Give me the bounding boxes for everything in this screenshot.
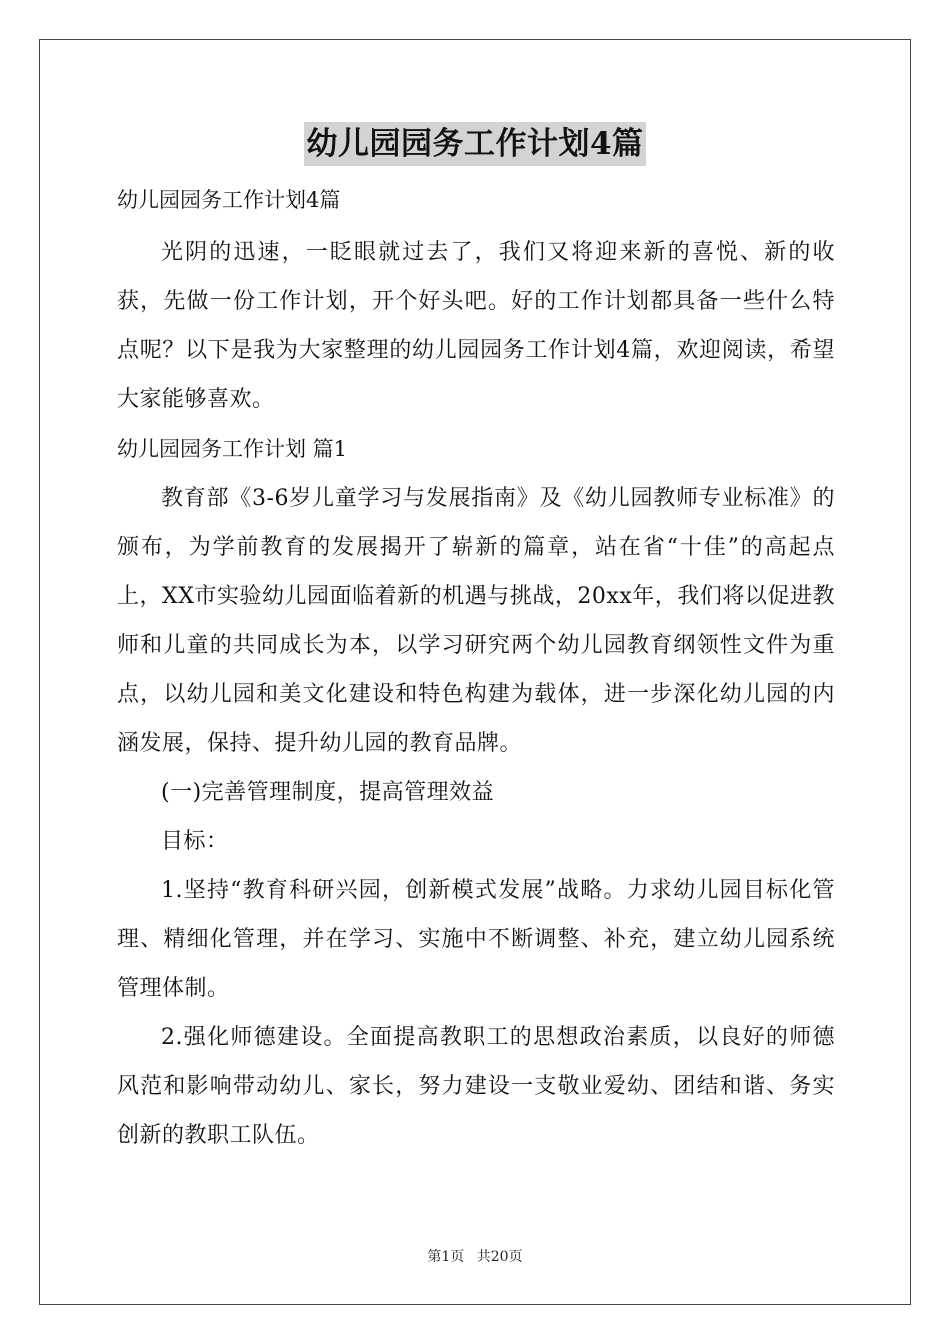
page-total: 共20页 xyxy=(476,1249,523,1265)
page-footer xyxy=(0,1247,950,1267)
section-paragraph-4: 1.坚持“教育科研兴园，创新模式发展”战略。力求幼儿园目标化管理、精细化管理，并在学习、实施中不断调整、补充，建立幼儿园系统管理体制。 xyxy=(117,878,835,1001)
section-paragraph-1: 教育部《3-6岁儿童学习与发展指南》及《幼儿园教师专业标准》的颁布，为学前教育的发展揭开了崭新的篇章，站在省“十佳”的高起点上，XX市实验幼儿园面临着新的机遇与挑战，20xx年，我们将以促进教师和儿童的共同成长为本，以学习研究两个幼儿园教育纲领性文件为重点，以幼儿园和美文化建设和特色构建为载体，进一步深化幼儿园的内涵发展，保持、提升幼儿园的教育品牌。 xyxy=(117,486,835,756)
document-subtitle: 幼儿园园务工作计划4篇 xyxy=(117,188,341,212)
section-heading: 幼儿园园务工作计划 篇1 xyxy=(117,437,348,461)
section-paragraph-5: 2.强化师德建设。全面提高教职工的思想政治素质，以良好的师德风范和影响带动幼儿、家长，努力建设一支敬业爱幼、团结和谐、务实创新的教职工队伍。 xyxy=(117,1025,835,1148)
section-paragraph-2: (一)完善管理制度，提高管理效益 xyxy=(161,780,495,805)
page-number: 第1页 xyxy=(427,1249,465,1265)
section-paragraph-3: 目标： xyxy=(161,829,229,854)
intro-paragraph: 光阴的迅速，一眨眼就过去了，我们又将迎来新的喜悦、新的收获，先做一份工作计划，开个好头吧。好的工作计划都具备一些什么特点呢？以下是我为大家整理的幼儿园园务工作计划4篇，欢迎阅读，希望大家能够喜欢。 xyxy=(117,240,835,412)
title-container xyxy=(0,122,950,166)
document-title: 幼儿园园务工作计划4篇 xyxy=(304,122,645,166)
document-body xyxy=(117,178,835,1160)
